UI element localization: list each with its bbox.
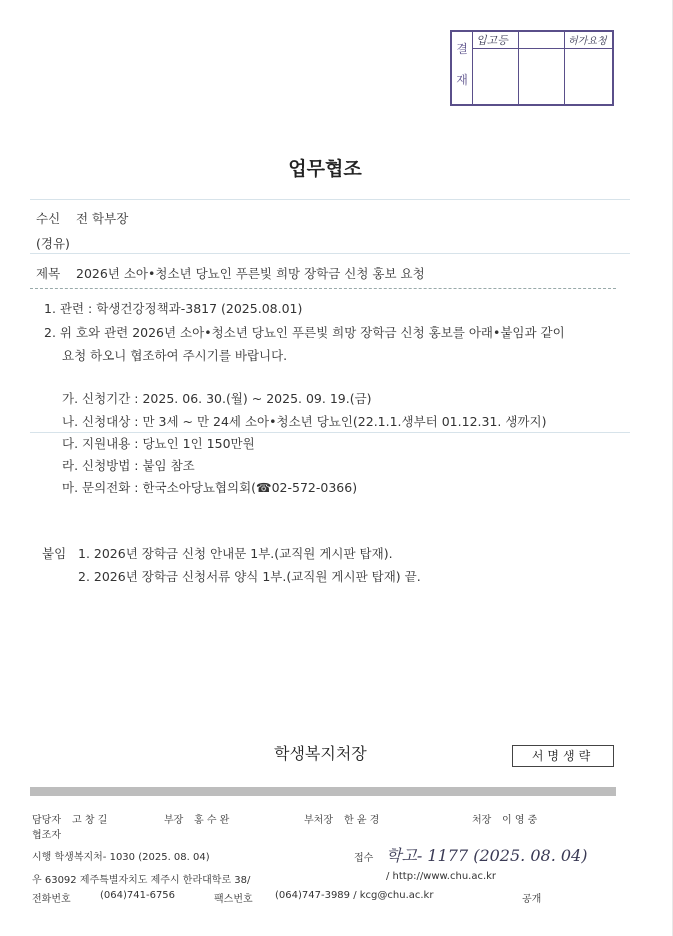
address: 우 63092 제주특별자치도 제주시 한라대학로 38/ bbox=[32, 875, 251, 886]
attachment-item-2: 2. 2026년 장학금 신청서류 양식 1부.(교직원 게시판 탑재) 끝. bbox=[78, 569, 421, 584]
staff-name: 한 윤 경 bbox=[344, 815, 380, 826]
approval-stamp bbox=[450, 30, 614, 106]
staff-name: 홍 수 완 bbox=[194, 815, 230, 826]
approval-label-top: 결 bbox=[456, 42, 468, 56]
fax-and-email: (064)747-3989 / kcg@chu.ac.kr bbox=[275, 890, 434, 901]
staff-role: 처장 bbox=[472, 815, 492, 826]
recipient-label: 수신 bbox=[36, 211, 61, 226]
staff-role: 부장 bbox=[164, 815, 184, 826]
disclosure-status: 공개 bbox=[522, 894, 542, 905]
approval-stamp-label bbox=[452, 32, 473, 104]
detail-period: 가. 신청기간 : 2025. 06. 30.(월) ~ 2025. 09. 19.(금) bbox=[62, 391, 372, 406]
receipt-handwritten: 학고- 1177 (2025. 08. 04) bbox=[386, 846, 588, 865]
phone-number: (064)741-6756 bbox=[100, 890, 176, 901]
recipient-value: 전 학부장 bbox=[76, 211, 129, 226]
request-item-line1: 2. 위 호와 관련 2026년 소아•청소년 당뇨인 푸른빛 희망 장학금 신청 홍보를 아래•붙임과 같이 bbox=[44, 325, 565, 340]
cooperator-label: 협조자 bbox=[32, 830, 61, 841]
detail-target: 나. 신청대상 : 만 3세 ~ 만 24세 소아•청소년 당뇨인(22.1.1.생부터 01.12.31. 생까지) bbox=[62, 414, 547, 429]
request-item-line2: 요청 하오니 협조하여 주시기를 바랍니다. bbox=[62, 348, 288, 363]
phone-label: 전화번호 bbox=[32, 894, 71, 905]
detail-support: 다. 지원내용 : 당뇨인 1인 150만원 bbox=[62, 436, 255, 451]
sender-name: 학생복지처장 bbox=[274, 744, 367, 763]
footer-bar bbox=[30, 787, 616, 796]
subject-label: 제목 bbox=[36, 266, 61, 281]
divider bbox=[30, 199, 630, 200]
staff-name: 고 창 길 bbox=[72, 815, 108, 826]
attachment-item-1: 1. 2026년 장학금 신청 안내문 1부.(교직원 게시판 탑재). bbox=[78, 546, 393, 561]
fax-label: 팩스번호 bbox=[214, 894, 253, 905]
approval-stamp-divider bbox=[564, 32, 565, 104]
detail-method: 라. 신청방법 : 붙임 참조 bbox=[62, 458, 195, 473]
divider bbox=[30, 253, 630, 254]
staff-name: 이 영 중 bbox=[502, 815, 538, 826]
attachment-label: 붙임 bbox=[42, 546, 67, 561]
divider bbox=[30, 432, 630, 433]
staff-role: 담당자 bbox=[32, 815, 61, 826]
approval-label-bottom: 재 bbox=[456, 73, 468, 87]
document-title: 업무협조 bbox=[288, 158, 362, 180]
dashed-divider bbox=[30, 288, 616, 289]
related-item: 1. 관련 : 학생건강정책과-3817 (2025.08.01) bbox=[44, 301, 303, 316]
via-label: (경유) bbox=[36, 236, 70, 251]
staff-role: 부처장 bbox=[304, 815, 333, 826]
sign-omitted-box: 서명생략 bbox=[512, 745, 614, 767]
subject-value: 2026년 소아•청소년 당뇨인 푸른빛 희망 장학금 신청 홍보 요청 bbox=[76, 266, 425, 281]
execution-info: 시행 학생복지처- 1030 (2025. 08. 04) bbox=[32, 852, 210, 863]
approval-stamp-divider bbox=[518, 32, 519, 104]
approval-signature-2: 허가요청 bbox=[568, 36, 607, 47]
detail-contact: 마. 문의전화 : 한국소아당뇨협의회(☎02-572-0366) bbox=[62, 480, 358, 495]
approval-signature-1: 입고등 bbox=[476, 34, 508, 47]
receipt-label: 접수 bbox=[354, 853, 374, 864]
website-link[interactable]: / http://www.chu.ac.kr bbox=[386, 871, 497, 882]
